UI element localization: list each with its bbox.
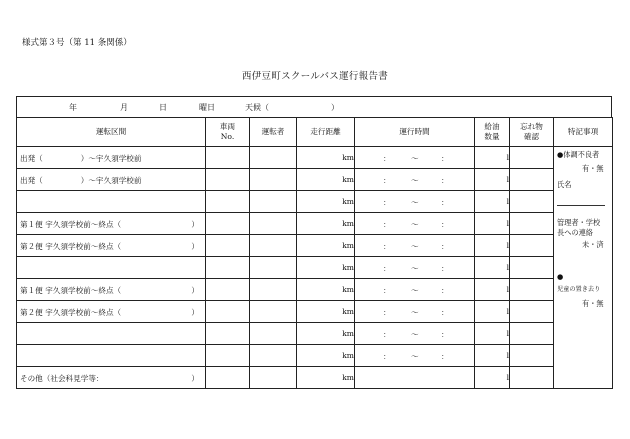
- driver-cell[interactable]: [250, 147, 297, 169]
- time-cell[interactable]: ： ～ ：: [355, 345, 475, 367]
- time-cell[interactable]: ： ～ ：: [355, 235, 475, 257]
- vehicle-cell[interactable]: [206, 213, 250, 235]
- bullet-icon: ●: [557, 272, 564, 281]
- table-row: [17, 323, 613, 345]
- time-cell[interactable]: ： ～ ：: [355, 257, 475, 279]
- fuel-cell[interactable]: l: [475, 279, 510, 301]
- contact-status: 未・済: [582, 240, 604, 249]
- weekday-label: 曜日: [199, 103, 215, 112]
- vehicle-cell[interactable]: [206, 367, 250, 389]
- page-title: 西伊豆町スクールバス運行報告書: [241, 71, 389, 82]
- table-row: [17, 213, 613, 235]
- vehicle-cell[interactable]: [206, 279, 250, 301]
- fuel-cell[interactable]: l: [475, 213, 510, 235]
- driver-cell[interactable]: [250, 301, 297, 323]
- vehicle-cell[interactable]: [206, 301, 250, 323]
- distance-cell[interactable]: km: [297, 191, 355, 213]
- lost-cell[interactable]: [510, 213, 554, 235]
- day-label: 日: [159, 103, 167, 112]
- contact-label-2: 長への連絡: [557, 228, 593, 237]
- col-distance: 走行距離: [297, 118, 355, 147]
- table-row: [17, 169, 613, 191]
- distance-cell[interactable]: km: [297, 279, 355, 301]
- driver-cell[interactable]: [250, 257, 297, 279]
- section-cell[interactable]: 第２便 宇久須学校前～終点（ ）: [17, 235, 206, 257]
- table-row: [17, 235, 613, 257]
- col-lost: 忘れ物 確認: [510, 118, 554, 147]
- table-row: [17, 191, 613, 213]
- fuel-cell[interactable]: l: [475, 345, 510, 367]
- lost-cell[interactable]: [510, 323, 554, 345]
- lost-cell[interactable]: [510, 257, 554, 279]
- driver-cell[interactable]: [250, 279, 297, 301]
- table-row: [17, 279, 613, 301]
- time-cell[interactable]: ： ～ ：: [355, 213, 475, 235]
- section-cell[interactable]: 第１便 宇久須学校前～終点（ ）: [17, 279, 206, 301]
- fuel-cell[interactable]: l: [475, 147, 510, 169]
- distance-cell[interactable]: km: [297, 323, 355, 345]
- time-cell[interactable]: ： ～ ：: [355, 323, 475, 345]
- distance-cell[interactable]: km: [297, 147, 355, 169]
- section-cell[interactable]: [17, 257, 206, 279]
- driver-cell[interactable]: [250, 169, 297, 191]
- fuel-cell[interactable]: l: [475, 301, 510, 323]
- distance-cell[interactable]: km: [297, 257, 355, 279]
- driver-cell[interactable]: [250, 345, 297, 367]
- driver-cell[interactable]: [250, 235, 297, 257]
- col-fuel: 給油 数量: [475, 118, 510, 147]
- time-cell[interactable]: ： ～ ：: [355, 147, 475, 169]
- left-behind-label: 児童の置き去り: [557, 286, 601, 293]
- distance-cell[interactable]: km: [297, 367, 355, 389]
- vehicle-cell[interactable]: [206, 257, 250, 279]
- time-cell[interactable]: ： ～ ：: [355, 191, 475, 213]
- col-section: 運転区間: [17, 118, 206, 147]
- year-label: 年: [69, 103, 77, 112]
- lost-cell[interactable]: [510, 147, 554, 169]
- header-row: [17, 118, 613, 147]
- fuel-cell[interactable]: l: [475, 191, 510, 213]
- section-cell[interactable]: [17, 323, 206, 345]
- vehicle-cell[interactable]: [206, 191, 250, 213]
- table-row: [17, 147, 613, 169]
- left-behind-status: 有・無: [582, 299, 604, 308]
- table-row: [17, 345, 613, 367]
- time-cell[interactable]: [355, 367, 475, 389]
- section-cell[interactable]: [17, 191, 206, 213]
- vehicle-cell[interactable]: [206, 169, 250, 191]
- weather-close: ）: [331, 103, 339, 112]
- time-cell[interactable]: ： ～ ：: [355, 169, 475, 191]
- col-notes: 特記事項: [554, 118, 613, 147]
- col-vehicle: 車両 No.: [206, 118, 250, 147]
- month-label: 月: [120, 103, 128, 112]
- section-cell[interactable]: 出発（ ）～宇久須学校前: [17, 147, 206, 169]
- distance-cell[interactable]: km: [297, 301, 355, 323]
- driver-cell[interactable]: [250, 191, 297, 213]
- lost-cell[interactable]: [510, 169, 554, 191]
- table-row: [17, 257, 613, 279]
- divider: [557, 205, 605, 206]
- vehicle-cell[interactable]: [206, 345, 250, 367]
- health-status: 有・無: [582, 164, 604, 173]
- vehicle-cell[interactable]: [206, 323, 250, 345]
- section-cell[interactable]: 第２便 宇久須学校前～終点（ ）: [17, 301, 206, 323]
- distance-cell[interactable]: km: [297, 345, 355, 367]
- lost-cell[interactable]: [510, 367, 554, 389]
- lost-cell[interactable]: [510, 301, 554, 323]
- lost-cell[interactable]: [510, 235, 554, 257]
- fuel-cell[interactable]: l: [475, 235, 510, 257]
- weather-label: 天候（: [245, 103, 269, 112]
- vehicle-cell[interactable]: [206, 235, 250, 257]
- section-cell[interactable]: 第１便 宇久須学校前～終点（ ）: [17, 213, 206, 235]
- table-row: [17, 301, 613, 323]
- notes-cell[interactable]: [554, 147, 613, 389]
- lost-cell[interactable]: [510, 345, 554, 367]
- contact-label-1: 管理者・学校: [557, 218, 601, 227]
- driver-cell[interactable]: [250, 323, 297, 345]
- distance-cell[interactable]: km: [297, 213, 355, 235]
- section-cell[interactable]: [17, 345, 206, 367]
- section-cell[interactable]: 出発（ ）～宇久須学校前: [17, 169, 206, 191]
- distance-cell[interactable]: km: [297, 235, 355, 257]
- col-time: 運行時間: [355, 118, 475, 147]
- health-label: ●体調不良者: [557, 150, 600, 159]
- driver-cell[interactable]: [250, 213, 297, 235]
- section-cell[interactable]: その他（社会科見学等： ）: [17, 367, 206, 389]
- fuel-cell[interactable]: l: [475, 367, 510, 389]
- time-cell[interactable]: ： ～ ：: [355, 301, 475, 323]
- time-cell[interactable]: ： ～ ：: [355, 279, 475, 301]
- col-driver: 運転者: [250, 118, 297, 147]
- fuel-cell[interactable]: l: [475, 257, 510, 279]
- fuel-cell[interactable]: l: [475, 323, 510, 345]
- distance-cell[interactable]: km: [297, 169, 355, 191]
- form-id: 様式第３号（第 11 条関係）: [22, 38, 132, 48]
- table-row: [17, 367, 613, 389]
- name-label: 氏名: [557, 180, 572, 189]
- report-table: [16, 117, 613, 389]
- fuel-cell[interactable]: l: [475, 169, 510, 191]
- driver-cell[interactable]: [250, 367, 297, 389]
- lost-cell[interactable]: [510, 279, 554, 301]
- date-row: [16, 96, 612, 118]
- vehicle-cell[interactable]: [206, 147, 250, 169]
- lost-cell[interactable]: [510, 191, 554, 213]
